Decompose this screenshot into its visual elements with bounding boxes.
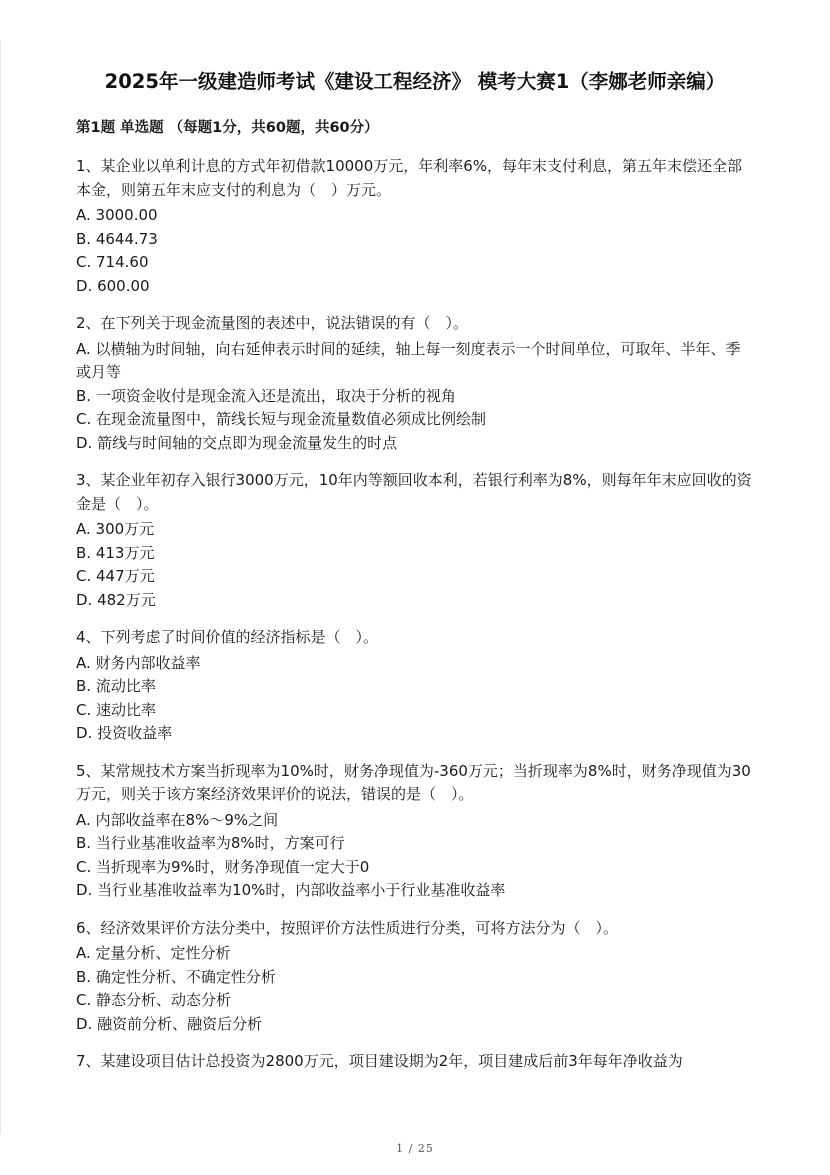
option-c: C. 714.60: [76, 253, 149, 271]
option-b: B. 4644.73: [76, 229, 158, 248]
option-list: [76, 942, 754, 1036]
option-d: D. 融资前分析、融资后分析: [76, 1014, 263, 1033]
question-4: [76, 626, 754, 746]
option-list: [76, 204, 754, 298]
question-6: [76, 917, 754, 1037]
option-c: C. 在现金流量图中，箭线长短与现金流量数值必须成比例绘制: [76, 410, 487, 428]
option-d: D. 箭线与时间轴的交点即为现金流量发生的时点: [76, 433, 398, 452]
question-stem: 7、某建设项目估计总投资为2800万元，项目建设期为2年，项目建成后前3年每年净收益为: [76, 1052, 683, 1070]
option-d: D. 投资收益率: [76, 724, 173, 742]
option-b: B. 413万元: [76, 543, 155, 562]
page-content: [0, 40, 830, 1074]
option-d: D. 600.00: [76, 276, 150, 295]
option-a: A. 以横轴为时间轴，向右延伸表示时间的延续，轴上每一刻度表示一个时间单位，可取年、半年、季或月等: [76, 339, 741, 381]
option-c: C. 当折现率为9%时，财务净现值一定大于0: [76, 857, 370, 876]
option-c: C. 静态分析、动态分析: [76, 991, 232, 1009]
option-c: C. 速动比率: [76, 700, 157, 719]
option-c: C. 447万元: [76, 567, 155, 585]
option-list: [76, 809, 754, 903]
question-stem: 4、下列考虑了时间价值的经济指标是（ ）。: [76, 628, 379, 646]
option-b: B. 一项资金收付是现金流入还是流出，取决于分析的视角: [76, 386, 456, 405]
document-page: [0, 40, 830, 1134]
question-stem: 2、在下列关于现金流量图的表述中，说法错误的有（ ）。: [76, 314, 469, 332]
option-d: D. 当行业基准收益率为10%时，内部收益率小于行业基准收益率: [76, 881, 506, 899]
document-title: 2025年一级建造师考试《建设工程经济》 模考大赛1（李娜老师亲编）: [104, 70, 726, 93]
option-a: A. 财务内部收益率: [76, 653, 201, 672]
question-stem: 6、经济效果评价方法分类中，按照评价方法性质进行分类，可将方法分为（ ）。: [76, 918, 619, 937]
section-heading: 第1题 单选题 （每题1分，共60题，共60分）: [76, 120, 379, 136]
question-7: [76, 1050, 754, 1074]
question-2: [76, 312, 754, 455]
option-b: B. 流动比率: [76, 677, 156, 695]
question-1: [76, 155, 754, 298]
option-a: A. 3000.00: [76, 206, 158, 224]
option-list: [76, 652, 754, 746]
option-list: [76, 518, 754, 612]
page-indicator: 1 / 25: [396, 1142, 434, 1155]
question-5: [76, 760, 754, 903]
option-list: [76, 338, 754, 456]
option-d: D. 482万元: [76, 590, 156, 609]
option-a: A. 内部收益率在8%～9%之间: [76, 810, 279, 829]
question-stem: 3、某企业年初存入银行3000万元，10年内等额回收本利，若银行利率为8%，则每年年末应回收的资金是（ ）。: [76, 471, 752, 513]
option-a: A. 定量分析、定性分析: [76, 944, 231, 962]
question-3: [76, 469, 754, 612]
option-b: B. 确定性分析、不确定性分析: [76, 967, 276, 986]
question-stem: 5、某常规技术方案当折现率为10%时，财务净现值为-360万元；当折现率为8%时，财务净现值为30万元，则关于该方案经济效果评价的说法，错误的是（ ）。: [76, 761, 751, 803]
option-b: B. 当行业基准收益率为8%时，方案可行: [76, 834, 345, 852]
option-a: A. 300万元: [76, 520, 155, 538]
question-stem: 1、某企业以单利计息的方式年初借款10000万元，年利率6%，每年末支付利息，第五年末偿还全部本金，则第五年末应支付的利息为（ ）万元。: [76, 157, 743, 199]
